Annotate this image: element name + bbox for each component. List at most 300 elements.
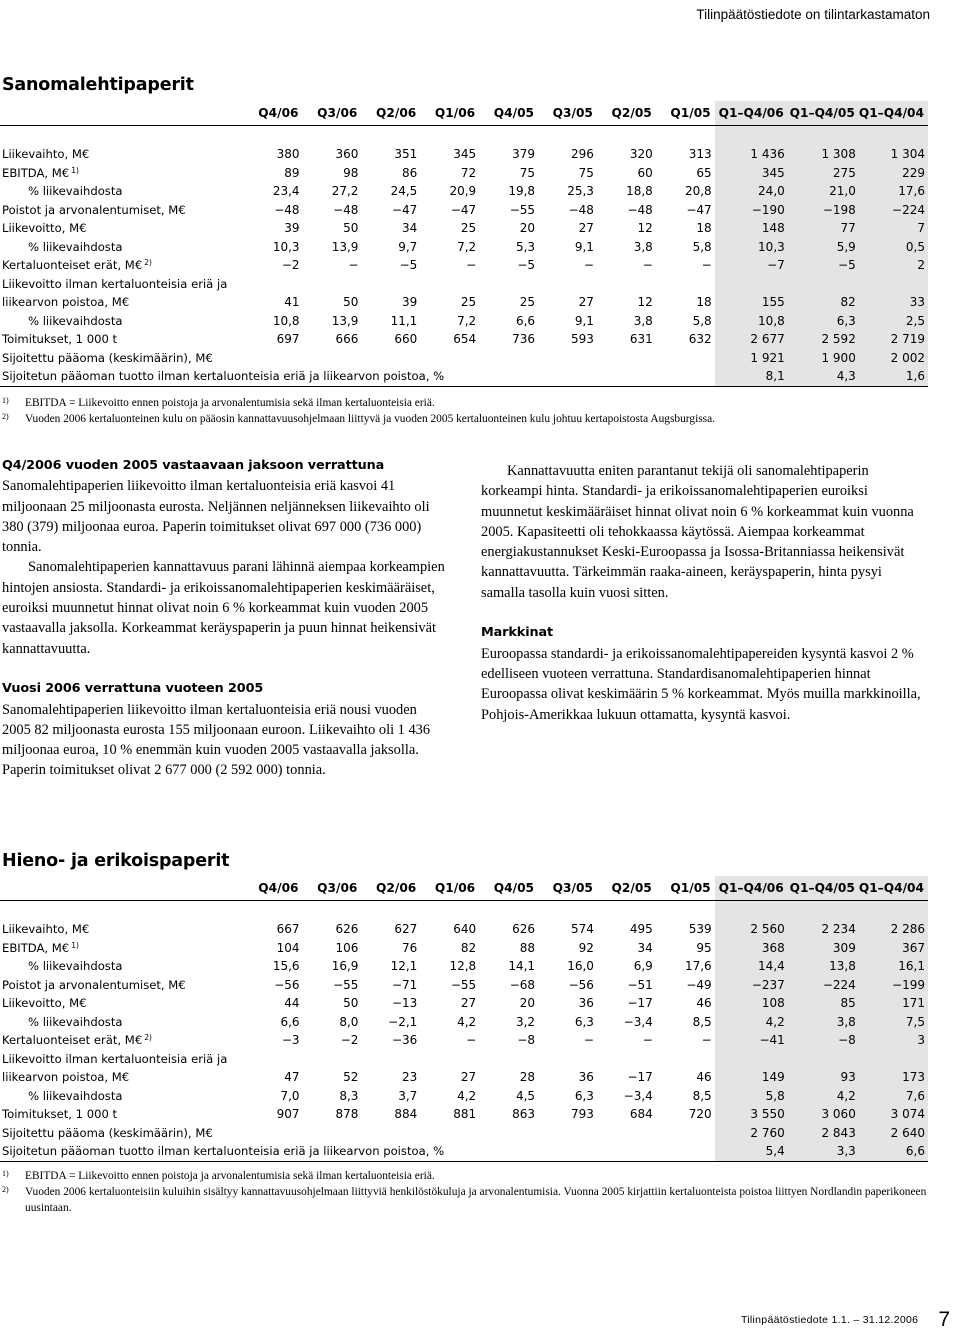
table-cell: −56 — [274, 977, 300, 992]
table-row — [0, 1013, 928, 1032]
table-cell: 5,4 — [715, 1142, 788, 1161]
table-cell: 46 — [696, 996, 712, 1011]
table-cell: 9,1 — [574, 313, 594, 328]
table-cell: 13,9 — [331, 313, 359, 328]
table-cell: 666 — [335, 332, 359, 347]
table-cell: 1,6 — [859, 367, 928, 386]
table-cell: 3 — [859, 1031, 928, 1050]
table-cell: 296 — [571, 147, 594, 162]
table-cell: 5,3 — [515, 239, 536, 254]
table-cell: −224 — [788, 976, 859, 995]
table-cell: 33 — [859, 293, 928, 312]
table-cell: − — [642, 258, 653, 273]
row-label: Sijoitettu pääoma (keskimäärin), M€ — [2, 350, 213, 365]
table-cell — [538, 349, 597, 368]
table-cell — [859, 1050, 928, 1069]
table-cell: 627 — [394, 922, 418, 937]
table-cell: 50 — [343, 221, 359, 236]
table-cell: 368 — [715, 939, 788, 958]
table-cell — [420, 275, 479, 294]
table-cell: 7 — [859, 219, 928, 238]
table-row — [0, 312, 928, 331]
table-row — [0, 1087, 928, 1106]
table-row — [0, 275, 928, 294]
table-cell: 12 — [637, 295, 653, 310]
table-cell: −2,1 — [388, 1014, 418, 1029]
table-cell: 1 921 — [715, 349, 788, 368]
row-label: EBITDA, M€ — [2, 165, 70, 180]
table-cell: 27 — [460, 1070, 477, 1085]
table-row — [0, 920, 928, 939]
table-cell: −47 — [450, 202, 477, 217]
table-cell: −198 — [788, 201, 859, 220]
column-header: Q2/05 — [597, 101, 656, 126]
table-cell: −5 — [517, 258, 536, 273]
table-cell: 65 — [696, 165, 712, 180]
table-cell: 75 — [578, 165, 594, 180]
table-cell: 25,3 — [567, 184, 594, 199]
table-row — [0, 145, 928, 164]
row-label: Poistot ja arvonalentumiset, M€ — [2, 977, 186, 992]
table-cell: −190 — [715, 201, 788, 220]
table-cell: 60 — [637, 165, 653, 180]
table-cell — [361, 1124, 420, 1143]
table-cell: 3 060 — [788, 1105, 859, 1124]
table-cell: − — [701, 258, 712, 273]
row-label: Sijoitetun pääoman tuotto ilman kertaluonteisia eriä ja liikearvon poistoa, % — [2, 369, 445, 384]
table-cell: 632 — [688, 332, 712, 347]
table-cell: −71 — [391, 977, 418, 992]
table-cell: 3,8 — [633, 239, 653, 254]
column-header: Q1–Q4/05 — [788, 876, 859, 901]
table-cell — [715, 275, 788, 294]
table-cell: −48 — [274, 202, 300, 217]
table-cell: 2 719 — [859, 330, 928, 349]
table-cell: −17 — [627, 1070, 653, 1085]
table-cell: 10,8 — [715, 312, 788, 331]
table-row — [0, 976, 928, 995]
table-cell: 23,4 — [272, 184, 300, 199]
table-cell — [788, 275, 859, 294]
table-cell — [597, 367, 656, 386]
table-cell — [303, 1124, 362, 1143]
table-cell: −48 — [333, 202, 359, 217]
table-cell — [244, 1124, 303, 1143]
table-header-row — [0, 101, 928, 126]
column-header: Q3/05 — [538, 876, 597, 901]
row-label: % liikevaihdosta — [28, 1014, 123, 1029]
table-cell: 4,2 — [457, 1088, 477, 1103]
table-cell: 173 — [859, 1068, 928, 1087]
table-cell: 20 — [519, 221, 536, 236]
table-cell: 667 — [276, 922, 300, 937]
table-cell: 7,0 — [280, 1088, 300, 1103]
footnote-ref: 1) — [71, 165, 79, 175]
footnote-mark: 2) — [2, 1185, 9, 1194]
fine-papers-table — [0, 876, 928, 1162]
table-cell: 82 — [788, 293, 859, 312]
table-cell: 82 — [460, 940, 477, 955]
table-cell: 2 843 — [788, 1124, 859, 1143]
column-header: Q1–Q4/04 — [859, 101, 928, 126]
row-label: Toimitukset, 1 000 t — [2, 1107, 118, 1122]
table-cell: 20,8 — [684, 184, 712, 199]
table-cell — [788, 1050, 859, 1069]
table-cell — [597, 1050, 656, 1069]
table-cell: 77 — [788, 219, 859, 238]
table-cell: 2 286 — [859, 920, 928, 939]
table-cell: 27,2 — [331, 184, 359, 199]
column-header: Q1–Q4/06 — [715, 101, 788, 126]
table-cell: 25 — [460, 295, 477, 310]
table-cell: 13,8 — [788, 957, 859, 976]
table-cell — [656, 349, 715, 368]
table-cell: 39 — [284, 221, 300, 236]
table-cell: 6,3 — [574, 1014, 594, 1029]
table-cell: −48 — [627, 202, 653, 217]
table-row — [0, 367, 928, 386]
table-cell: 697 — [276, 332, 300, 347]
table-row — [0, 957, 928, 976]
table-cell: −3,4 — [623, 1088, 653, 1103]
table-cell: 93 — [788, 1068, 859, 1087]
table-cell: 72 — [460, 165, 477, 180]
table-cell: 5,9 — [788, 238, 859, 257]
table-row — [0, 330, 928, 349]
table-cell — [479, 1124, 538, 1143]
table-cell: 52 — [343, 1070, 359, 1085]
table-row — [0, 1142, 928, 1161]
table-cell: −41 — [715, 1031, 788, 1050]
table-cell: −13 — [391, 996, 418, 1011]
row-label: Sijoitettu pääoma (keskimäärin), M€ — [2, 1125, 213, 1140]
table-cell: 345 — [715, 164, 788, 183]
table-cell: 16,9 — [331, 959, 359, 974]
column-header: Q2/06 — [361, 876, 420, 901]
row-label: % liikevaihdosta — [28, 1088, 123, 1103]
table-cell: − — [583, 258, 594, 273]
table-cell: 39 — [402, 295, 418, 310]
table-cell — [715, 1050, 788, 1069]
table-cell: 2,5 — [859, 312, 928, 331]
table-cell: 2 234 — [788, 920, 859, 939]
table-cell: 92 — [578, 940, 594, 955]
row-label: Liikevoitto, M€ — [2, 996, 87, 1011]
row-label: Poistot ja arvonalentumiset, M€ — [2, 202, 186, 217]
table-cell: −47 — [686, 202, 712, 217]
table-row — [0, 293, 928, 312]
table-cell: 4,2 — [788, 1087, 859, 1106]
table-cell: − — [701, 1033, 712, 1048]
table-cell: 654 — [453, 332, 477, 347]
table-cell: − — [466, 1033, 477, 1048]
left-text-column — [2, 456, 449, 781]
table-cell: 10,3 — [715, 238, 788, 257]
table-cell: 11,1 — [390, 313, 418, 328]
table-cell: 6,3 — [574, 1088, 594, 1103]
table-cell: 1 900 — [788, 349, 859, 368]
table-cell: 20,9 — [449, 184, 477, 199]
table-cell: 20 — [519, 996, 536, 1011]
table-cell: 14,1 — [508, 959, 536, 974]
table-row — [0, 256, 928, 275]
table-row — [0, 1031, 928, 1050]
table-cell: 9,1 — [574, 239, 594, 254]
row-label: Toimitukset, 1 000 t — [2, 332, 118, 347]
table-cell: −55 — [333, 977, 359, 992]
table-cell: 4,5 — [515, 1088, 536, 1103]
table-cell: −17 — [627, 996, 653, 1011]
table-cell: 34 — [637, 940, 653, 955]
table-cell: 313 — [688, 147, 712, 162]
table-cell: 10,8 — [272, 313, 300, 328]
table-cell: 46 — [696, 1070, 712, 1085]
table-cell: − — [466, 258, 477, 273]
table-row — [0, 1068, 928, 1087]
table-cell: 574 — [571, 922, 594, 937]
table-cell: 863 — [512, 1107, 536, 1122]
table-cell: 7,6 — [859, 1087, 928, 1106]
table-cell: 8,5 — [692, 1088, 712, 1103]
table-cell: 539 — [688, 922, 712, 937]
table-cell: 3,2 — [515, 1014, 536, 1029]
table-cell: −56 — [568, 977, 594, 992]
table-cell: 640 — [453, 922, 477, 937]
table-cell — [361, 349, 420, 368]
table-cell: 5,8 — [692, 239, 712, 254]
table-cell: −5 — [399, 258, 418, 273]
table-cell: 17,6 — [859, 182, 928, 201]
table-row — [0, 238, 928, 257]
paragraph: Euroopassa standardi- ja erikoissanomalehtipapereiden kysyntä kasvoi 2 % edelliseen vuoteen verrattuna. Standardisanomalehtipaperien hinnat Euroopassa olivat keskimäärin 5 % korkeammat. Myös muilla markkinoilla, Pohjois-Amerikkaa lukuun ottamatta, kysyntä kasvoi. — [481, 645, 921, 723]
table-cell — [538, 275, 597, 294]
table-cell: − — [583, 1033, 594, 1048]
table-cell: 86 — [402, 165, 418, 180]
row-label: Liikevoitto, M€ — [2, 221, 87, 236]
table-row — [0, 164, 928, 183]
table-cell: 15,6 — [272, 959, 300, 974]
row-label: liikearvon poistoa, M€ — [2, 1070, 130, 1085]
footnote-ref: 2) — [144, 1033, 152, 1043]
table-cell: 6,3 — [788, 312, 859, 331]
table-cell: 27 — [578, 295, 594, 310]
column-header: Q1/05 — [656, 101, 715, 126]
footnote-mark: 2) — [2, 412, 9, 421]
table-cell: 7,2 — [457, 313, 477, 328]
table-cell: −5 — [788, 256, 859, 275]
footnote-ref: 1) — [71, 940, 79, 950]
table-cell: 1 308 — [788, 145, 859, 164]
table-cell: −224 — [859, 201, 928, 220]
table-cell: 21,0 — [788, 182, 859, 201]
table-cell: 881 — [453, 1107, 477, 1122]
table-cell: 16,0 — [567, 959, 594, 974]
table-cell: 36 — [578, 1070, 594, 1085]
paragraph: Sanomalehtipaperien liikevoitto ilman kertaluonteisia eriä nousi vuoden 2005 82 miljoonasta eurosta 155 miljoonaan euroon. Liikevaihto oli 1 436 miljoonaa euroa, 10 % enemmän kuin vuoden 2005 vastaavalla jaksolla. Paperin toimitukset olivat 2 677 000 (2 592 000) tonnia. — [2, 701, 431, 779]
table-cell: 2 — [859, 256, 928, 275]
table-cell: 367 — [859, 939, 928, 958]
table-cell: 3,8 — [633, 313, 653, 328]
table-cell — [597, 1124, 656, 1143]
table-cell: 4,2 — [457, 1014, 477, 1029]
table-cell — [538, 367, 597, 386]
table-cell: 19,8 — [508, 184, 536, 199]
table-cell: 106 — [335, 940, 359, 955]
table-cell: 4,2 — [715, 1013, 788, 1032]
table-cell: 1 436 — [715, 145, 788, 164]
table-cell: 41 — [284, 295, 300, 310]
column-header: Q2/05 — [597, 876, 656, 901]
row-label: liikearvon poistoa, M€ — [2, 295, 130, 310]
table-cell: 47 — [284, 1070, 300, 1085]
table-cell: 17,6 — [684, 959, 712, 974]
paragraph: Sanomalehtipaperien kannattavuus parani lähinnä aiempaa korkeampien hintojen ansiosta. Standardi- ja erikoissanomalehtipaperien keskimääräiset, euroiksi muunnetut hinnat olivat noin 6 % korkeammat kuin vuoden 2005 vastaavalla jaksolla. Korkeammat keräyspaperin ja puun hinnat heikensivät kannattavuutta. — [2, 559, 445, 657]
table-cell: 50 — [343, 996, 359, 1011]
table-cell — [420, 349, 479, 368]
table-cell: 8,1 — [715, 367, 788, 386]
table-cell — [656, 367, 715, 386]
table-cell: 275 — [788, 164, 859, 183]
page-number: 7 — [938, 1308, 950, 1331]
table-cell: 50 — [343, 295, 359, 310]
table-cell: 3,3 — [788, 1142, 859, 1161]
row-label: Liikevaihto, M€ — [2, 922, 90, 937]
footnote — [2, 1168, 928, 1184]
table-cell — [479, 349, 538, 368]
table-cell — [597, 1142, 656, 1161]
column-header: Q2/06 — [361, 101, 420, 126]
table-cell: 2 760 — [715, 1124, 788, 1143]
table-cell: 44 — [284, 996, 300, 1011]
table-cell: 6,6 — [859, 1142, 928, 1161]
table-cell: −47 — [391, 202, 418, 217]
table-cell — [479, 1050, 538, 1069]
table-cell: 320 — [629, 147, 653, 162]
table-cell: 5,8 — [692, 313, 712, 328]
table-cell: 2 002 — [859, 349, 928, 368]
table-cell: 878 — [335, 1107, 359, 1122]
heading-markets: Markkinat — [481, 625, 554, 641]
column-header: Q1–Q4/04 — [859, 876, 928, 901]
row-label: Liikevaihto, M€ — [2, 147, 90, 162]
table-cell: 380 — [276, 147, 300, 162]
table-cell: 6,6 — [515, 313, 536, 328]
section-title-fine-papers: Hieno- ja erikoispaperit — [2, 851, 230, 871]
table-cell — [303, 1050, 362, 1069]
table-header-row — [0, 876, 928, 901]
table-cell: 76 — [402, 940, 418, 955]
table-cell — [656, 1142, 715, 1161]
table-row — [0, 1124, 928, 1143]
table-cell: 108 — [715, 994, 788, 1013]
column-header: Q3/06 — [303, 876, 362, 901]
table-cell: 660 — [394, 332, 418, 347]
table-cell: 593 — [571, 332, 594, 347]
table-cell — [361, 1050, 420, 1069]
footnote-ref: 2) — [144, 258, 152, 268]
table-cell: 626 — [512, 922, 536, 937]
column-header: Q1/05 — [656, 876, 715, 901]
table-cell: 7,5 — [859, 1013, 928, 1032]
table-cell: 0,5 — [859, 238, 928, 257]
table-cell: −36 — [391, 1033, 418, 1048]
table-cell: 95 — [696, 940, 712, 955]
row-label: Liikevoitto ilman kertaluonteisia eriä ja — [2, 276, 228, 291]
table-cell: 495 — [629, 922, 653, 937]
table-cell: 104 — [276, 940, 300, 955]
table-cell: −2 — [281, 258, 300, 273]
table-cell: 27 — [460, 996, 477, 1011]
table-cell: −55 — [450, 977, 477, 992]
table-cell: −49 — [686, 977, 712, 992]
row-label: Liikevoitto ilman kertaluonteisia eriä ja — [2, 1051, 228, 1066]
table-cell: 2 560 — [715, 920, 788, 939]
footnote-text: EBITDA = Liikevoitto ennen poistoja ja arvonalentumisia sekä ilman kertaluonteisia eriä. — [25, 1170, 435, 1182]
table-cell: − — [642, 1033, 653, 1048]
table-cell: −51 — [627, 977, 653, 992]
table-cell: 345 — [453, 147, 477, 162]
table-cell: 3 074 — [859, 1105, 928, 1124]
table-cell: −237 — [715, 976, 788, 995]
table-cell — [479, 367, 538, 386]
table-cell: 3 550 — [715, 1105, 788, 1124]
table-cell: 360 — [335, 147, 359, 162]
table-cell: 155 — [715, 293, 788, 312]
table-cell: 4,3 — [788, 367, 859, 386]
row-label: EBITDA, M€ — [2, 940, 70, 955]
table-cell: 884 — [394, 1107, 418, 1122]
table-cell: 6,9 — [633, 959, 653, 974]
table-cell: 14,4 — [715, 957, 788, 976]
table-cell: 25 — [519, 295, 536, 310]
column-header: Q4/06 — [244, 101, 303, 126]
table-row — [0, 349, 928, 368]
column-header: Q1/06 — [420, 101, 479, 126]
table-cell: 631 — [629, 332, 653, 347]
column-header: Q3/05 — [538, 101, 597, 126]
table-cell: 309 — [788, 939, 859, 958]
footnote-mark: 1) — [2, 396, 9, 405]
table-cell — [597, 349, 656, 368]
column-header: Q1–Q4/06 — [715, 876, 788, 901]
table-cell: 793 — [571, 1107, 594, 1122]
table-cell: 98 — [343, 165, 359, 180]
table-cell: 89 — [284, 165, 300, 180]
table-cell: 3,7 — [398, 1088, 418, 1103]
footnote-mark: 1) — [2, 1169, 9, 1178]
table-cell: 684 — [629, 1107, 653, 1122]
row-label: % liikevaihdosta — [28, 313, 123, 328]
column-header: Q4/06 — [244, 876, 303, 901]
table-cell: 12,1 — [390, 959, 418, 974]
table-cell — [479, 1142, 538, 1161]
row-label: Sijoitetun pääoman tuotto ilman kertaluonteisia eriä ja liikearvon poistoa, % — [2, 1144, 445, 1159]
table-cell: 2 677 — [715, 330, 788, 349]
footnote — [2, 1184, 928, 1216]
footer-text: Tilinpäätöstiedote 1.1. – 31.12.2006 — [740, 1314, 919, 1326]
table-cell: 8,3 — [339, 1088, 359, 1103]
newsprint-table — [0, 101, 928, 387]
footnote — [2, 395, 928, 411]
table-row — [0, 939, 928, 958]
table-cell: 2 592 — [788, 330, 859, 349]
table-cell: 24,0 — [715, 182, 788, 201]
table-cell: 6,6 — [280, 1014, 300, 1029]
table-cell: 379 — [512, 147, 536, 162]
table-cell: 13,9 — [331, 239, 359, 254]
table-cell: −55 — [509, 202, 536, 217]
fine-papers-footnotes — [2, 1168, 928, 1216]
